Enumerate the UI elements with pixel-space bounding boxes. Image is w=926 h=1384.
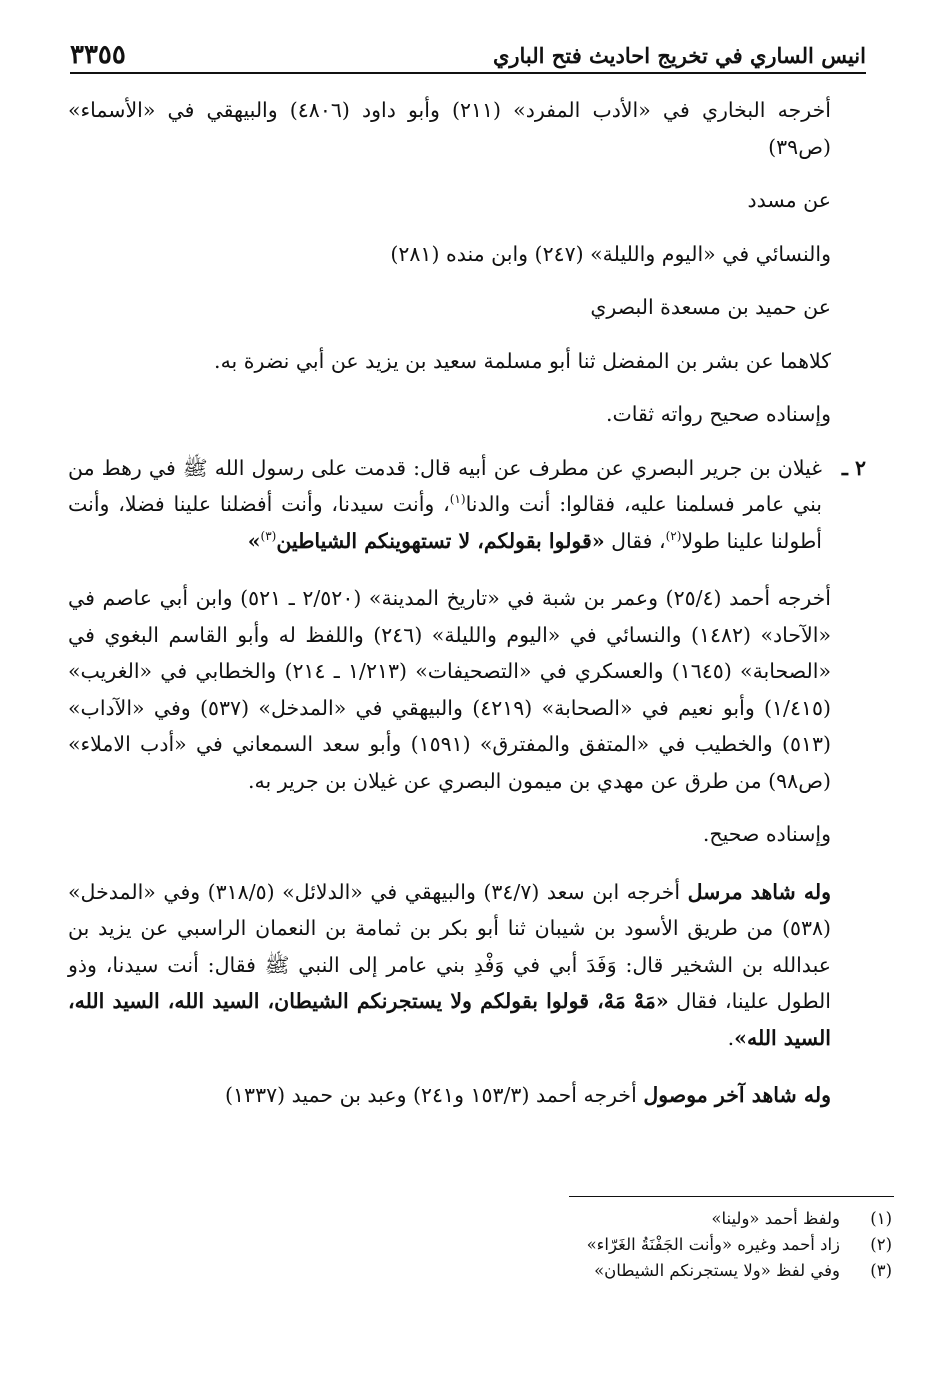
- footnotes: [60, 1206, 892, 1284]
- quote-close: »: [247, 528, 261, 553]
- hadith-number: ٢ ـ: [841, 455, 866, 480]
- hadith-text-part: غيلان بن جرير البصري عن مطرف عن أبيه قال: قدمت على رسول الله ﷺ في رهط من بني عامر فسلمنا عليه، فقالوا: أنت والدنا: [68, 455, 822, 516]
- footnote-ref-1: (١): [449, 492, 466, 507]
- footnote: [60, 1258, 892, 1284]
- paragraph-chain: كلاهما عن بشر بن المفضل ثنا أبو مسلمة سعيد بن يزيد عن أبي نضرة به.: [214, 348, 831, 373]
- hadith-2-text: [68, 450, 822, 560]
- page-number: ٣٣٥٥: [70, 40, 126, 70]
- running-title: انيس الساري في تخريج احاديث فتح الباري: [492, 43, 866, 68]
- paragraph-takhrij-3: أخرجه أحمد (٢٥/٤) وعمر بن شبة في «تاريخ المدينة» (٢/٥٢٠ ـ ٥٢١) وابن أبي عاصم في «الآحاد» (١٤٨٢) والنسائي في «اليوم والليلة» (٢٤٦) واللفظ له وأبو القاسم البغوي في «الصحابة» (١٦٤٥) والعسكري في «التصحيفات» (١/٢١٣ ـ ٢١٤) والخطابي في «الغريب» (١/٤١٥) وأبو نعيم في «الصحابة» (٤٢١٩) والبيهقي في «المدخل» (٥٣٧) وفي «الآداب» (٥١٣) والخطيب في «المتفق والمفترق» (١٥٩١) وأبو سعد السمعاني في «أدب الاملاء» (ص٩٨) من طرق عن مهدي بن ميمون البصري عن غيلان بن جرير به.: [68, 586, 832, 793]
- footnote-text: ولفظ أحمد «ولينا»: [711, 1209, 840, 1228]
- footnote-number: (٣): [870, 1261, 892, 1280]
- hadith-2: [68, 450, 866, 560]
- prophetic-saying: «قولوا بقولكم، لا تستهوينكم الشياطين: [276, 528, 605, 553]
- paragraph-mursal-witness: [68, 874, 866, 1057]
- footnote-number: (٢): [870, 1235, 892, 1254]
- paragraph-narrator-2: عن حميد بن مسعدة البصري: [590, 295, 831, 319]
- footnote: [60, 1206, 892, 1232]
- witness-heading-2: وله شاهد آخر موصول: [643, 1083, 831, 1107]
- hadith-text-part: ، وأنت سيدنا، وأنت أفضلنا علينا فضلا، وأنت أطولنا علينا طولا: [68, 492, 822, 553]
- witness-saying: «مَهْ مَهْ، قولوا بقولكم ولا يستجرنكم الشيطان، السيد الله، السيد الله، السيد الله»: [68, 989, 831, 1050]
- footnote-number: (١): [870, 1209, 892, 1228]
- footnote-text: وفي لفظ «ولا يستجرنكم الشيطان»: [594, 1261, 840, 1280]
- page-header: [70, 36, 866, 74]
- witness-text-2: أخرجه أحمد (١٥٣/٣ و٢٤١) وعبد بن حميد (١٣٣٧): [225, 1083, 644, 1107]
- paragraph-grading-2: وإسناده صحيح.: [702, 822, 831, 846]
- footnote-text: زاد أحمد وغيره «وأنت الجَفْنَةُ الغَرّاء»: [586, 1235, 840, 1254]
- paragraph-takhrij-1: أخرجه البخاري في «الأدب المفرد» (٢١١) وأبو داود (٤٨٠٦) والبيهقي في «الأسماء» (ص٣٩): [68, 98, 831, 159]
- footnote: [60, 1232, 892, 1258]
- footnote-ref-3: (٣): [260, 528, 277, 543]
- paragraph-takhrij-2: والنسائي في «اليوم والليلة» (٢٤٧) وابن منده (٢٨١): [390, 241, 831, 266]
- footnote-ref-2: (٢): [665, 528, 682, 543]
- paragraph-narrator-1: عن مسدد: [747, 188, 831, 212]
- footnote-divider: [569, 1196, 894, 1197]
- witness-end: .: [727, 1025, 735, 1050]
- witness-text: أخرجه ابن سعد (٣٤/٧) والبيهقي في «الدلائل» (٣١٨/٥) وفي «المدخل» (٥٣٨) من طريق الأسود بن شيبان ثنا أبو بكر بن ثمامة بن النعمان الراسبي عن يزيد بن عبدالله بن الشخير قال: وَفَدَ أبي في وَفْدِ بني عامر إلى النبي ﷺ فقال: أنت سيدنا، وذو الطول علينا، فقال: [68, 879, 831, 1013]
- paragraph-connected-witness: [68, 1077, 866, 1114]
- hadith-text-part: ، فقال: [604, 528, 666, 553]
- paragraph-grading-1: وإسناده صحيح رواته ثقات.: [605, 402, 831, 426]
- witness-heading: وله شاهد مرسل: [687, 879, 831, 904]
- main-text: [68, 92, 866, 1114]
